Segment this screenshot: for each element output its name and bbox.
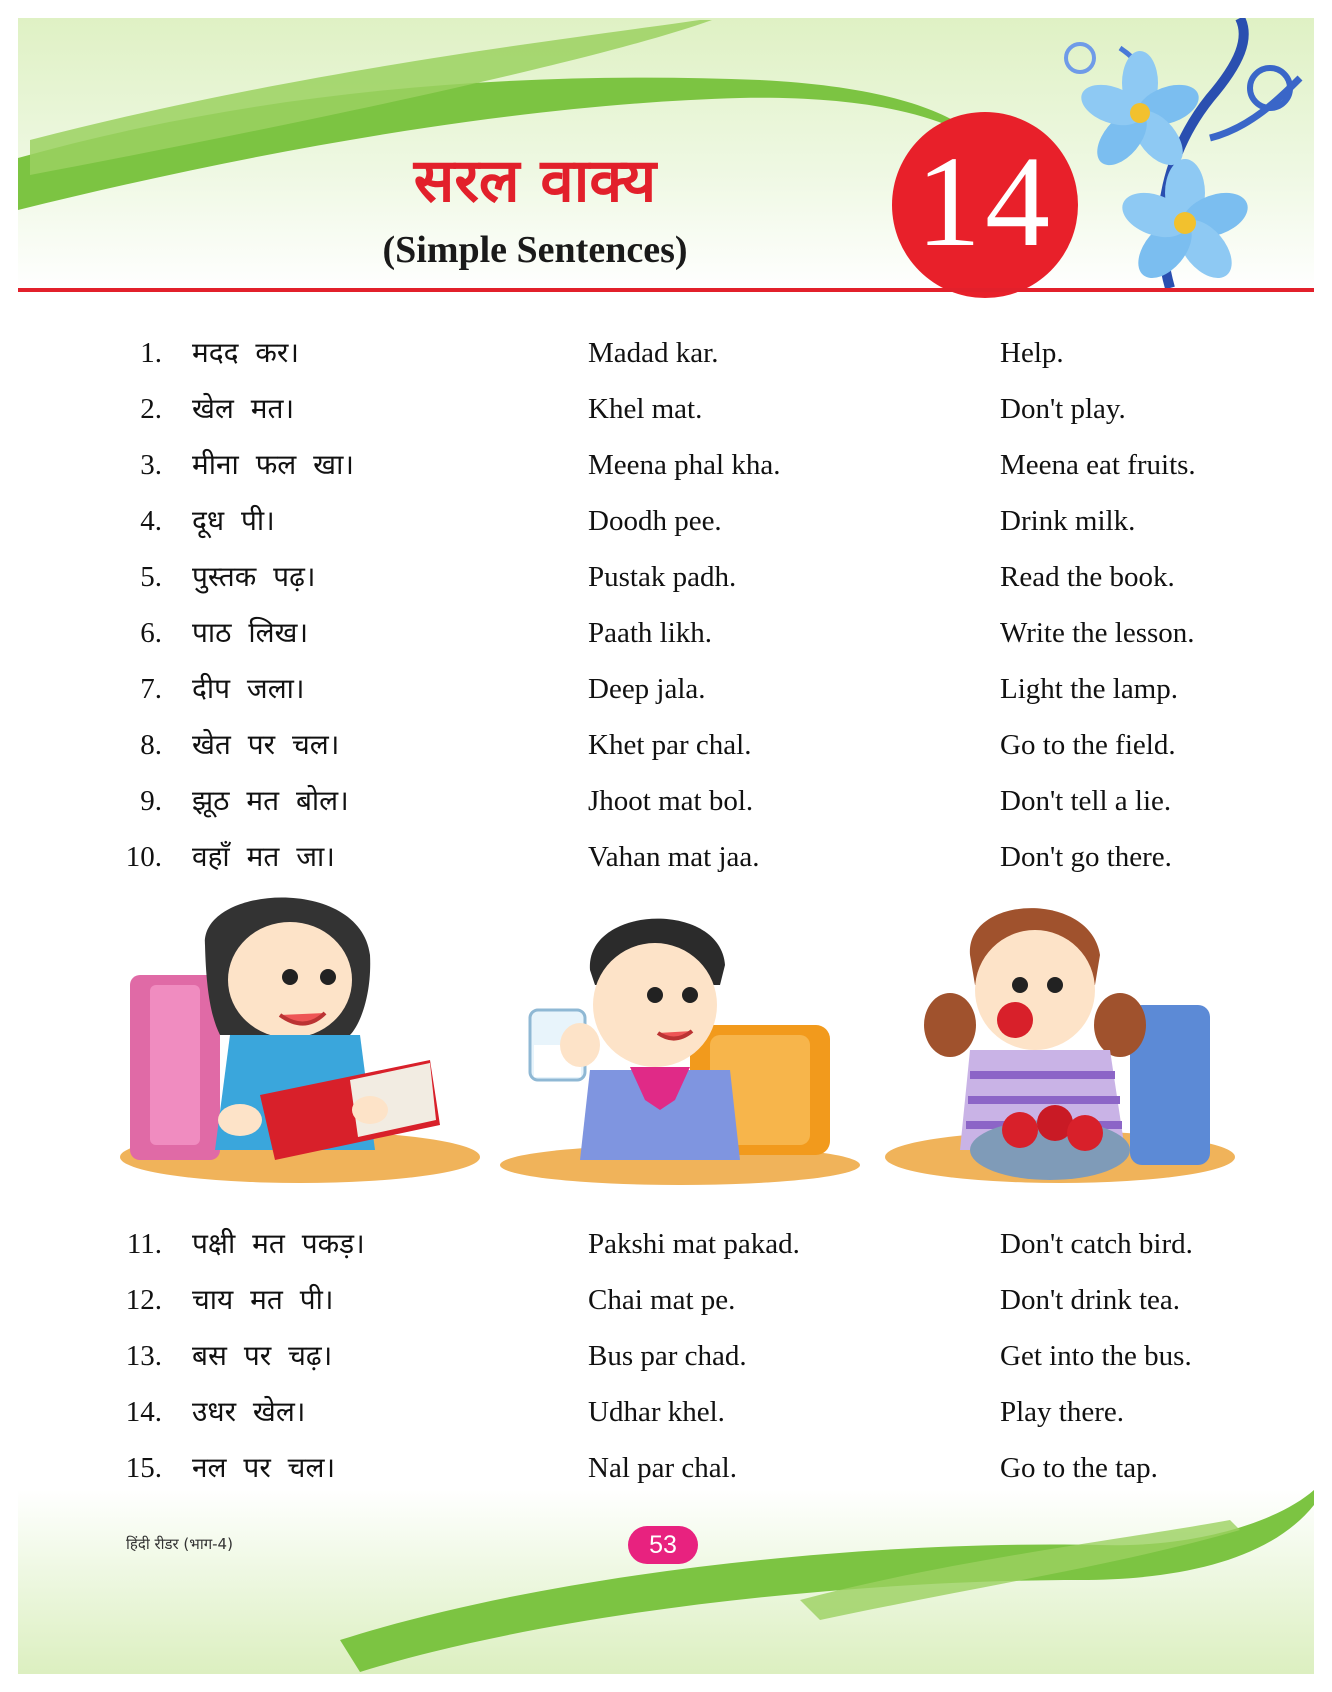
sentence-transliteration: Jhoot mat bol. xyxy=(588,785,754,817)
sentence-row xyxy=(0,607,1332,659)
sentence-row xyxy=(0,663,1332,715)
sentence-hindi: उधर खेल। xyxy=(192,1395,306,1428)
sentence-english: Don't tell a lie. xyxy=(1000,785,1172,817)
sentence-hindi: पक्षी मत पकड़। xyxy=(192,1227,365,1260)
sentence-number: 6. xyxy=(140,617,162,649)
sentence-number: 7. xyxy=(140,673,162,705)
sentence-transliteration: Nal par chal. xyxy=(588,1452,737,1484)
sentence-hindi: मीना फल खा। xyxy=(192,448,354,481)
girl-reading-book-illustration xyxy=(110,885,480,1185)
sentence-number: 4. xyxy=(140,505,162,537)
sentence-transliteration: Chai mat pe. xyxy=(588,1284,736,1316)
footer-book-title: हिंदी रीडर (भाग-4) xyxy=(126,1535,233,1553)
sentence-transliteration: Paath likh. xyxy=(588,617,713,649)
sentence-hindi: वहाँ मत जा। xyxy=(192,840,335,873)
girl-eating-fruit-illustration xyxy=(880,885,1240,1185)
sentence-english: Write the lesson. xyxy=(1000,617,1195,649)
sentence-english: Don't go there. xyxy=(1000,841,1172,873)
sentence-transliteration: Khel mat. xyxy=(588,393,703,425)
sentence-hindi: नल पर चल। xyxy=(192,1451,336,1484)
sentence-row xyxy=(0,1442,1332,1494)
sentence-english: Drink milk. xyxy=(1000,505,1136,537)
sentence-english: Play there. xyxy=(1000,1396,1125,1428)
sentence-row xyxy=(0,383,1332,435)
sentence-hindi: खेल मत। xyxy=(192,392,295,425)
sentence-hindi: पुस्तक पढ़। xyxy=(192,560,316,593)
sentence-hindi: चाय मत पी। xyxy=(192,1283,334,1316)
sentence-number: 12. xyxy=(125,1284,162,1316)
header-divider xyxy=(18,288,1314,292)
sentence-english: Go to the tap. xyxy=(1000,1452,1158,1484)
sentence-transliteration: Pakshi mat pakad. xyxy=(588,1228,800,1260)
sentence-english: Read the book. xyxy=(1000,561,1175,593)
sentence-english: Help. xyxy=(1000,337,1064,369)
sentence-row xyxy=(0,775,1332,827)
sentence-number: 13. xyxy=(125,1340,162,1372)
chapter-title-english: (Simple Sentences) xyxy=(382,229,688,271)
sentence-english: Don't catch bird. xyxy=(1000,1228,1193,1260)
sentence-hindi: झूठ मत बोल। xyxy=(192,784,349,817)
sentence-number: 1. xyxy=(140,337,162,369)
sentence-row xyxy=(0,719,1332,771)
sentence-number: 3. xyxy=(140,449,162,481)
boy-drinking-milk-illustration xyxy=(490,895,860,1185)
sentence-transliteration: Pustak padh. xyxy=(588,561,737,593)
sentence-english: Get into the bus. xyxy=(1000,1340,1192,1372)
sentence-row xyxy=(0,1218,1332,1270)
sentence-hindi: मदद कर। xyxy=(192,336,299,369)
sentence-hindi: पाठ लिख। xyxy=(192,616,309,649)
sentence-hindi: दूध पी। xyxy=(192,504,275,537)
sentence-number: 11. xyxy=(126,1228,162,1260)
sentence-transliteration: Deep jala. xyxy=(588,673,706,705)
sentence-row xyxy=(0,327,1332,379)
chapter-title-hindi: सरल वाक्य xyxy=(413,146,657,216)
sentence-row xyxy=(0,551,1332,603)
sentence-english: Meena eat fruits. xyxy=(1000,449,1196,481)
sentence-row xyxy=(0,1386,1332,1438)
sentence-number: 15. xyxy=(125,1452,162,1484)
page-number: 53 xyxy=(628,1526,698,1564)
sentence-transliteration: Khet par chal. xyxy=(588,729,752,761)
sentence-row xyxy=(0,831,1332,883)
sentence-transliteration: Vahan mat jaa. xyxy=(588,841,760,873)
sentence-hindi: बस पर चढ़। xyxy=(192,1339,333,1372)
sentence-english: Go to the field. xyxy=(1000,729,1176,761)
sentence-number: 5. xyxy=(140,561,162,593)
sentence-row xyxy=(0,1330,1332,1382)
sentence-number: 9. xyxy=(140,785,162,817)
sentence-transliteration: Doodh pee. xyxy=(588,505,722,537)
chapter-number-badge xyxy=(892,112,1078,298)
sentence-row xyxy=(0,439,1332,491)
sentence-transliteration: Bus par chad. xyxy=(588,1340,747,1372)
sentence-row xyxy=(0,495,1332,547)
sentence-english: Don't play. xyxy=(1000,393,1126,425)
sentence-english: Light the lamp. xyxy=(1000,673,1178,705)
sentence-number: 14. xyxy=(125,1396,162,1428)
sentence-number: 10. xyxy=(125,841,162,873)
sentence-number: 2. xyxy=(140,393,162,425)
chapter-number: 14 xyxy=(916,130,1054,274)
sentence-hindi: खेत पर चल। xyxy=(192,728,340,761)
sentence-transliteration: Madad kar. xyxy=(588,337,719,369)
sentence-transliteration: Meena phal kha. xyxy=(588,449,781,481)
sentence-hindi: दीप जला। xyxy=(192,672,305,705)
sentence-transliteration: Udhar khel. xyxy=(588,1396,725,1428)
sentence-number: 8. xyxy=(140,729,162,761)
sentence-row xyxy=(0,1274,1332,1326)
sentence-english: Don't drink tea. xyxy=(1000,1284,1180,1316)
